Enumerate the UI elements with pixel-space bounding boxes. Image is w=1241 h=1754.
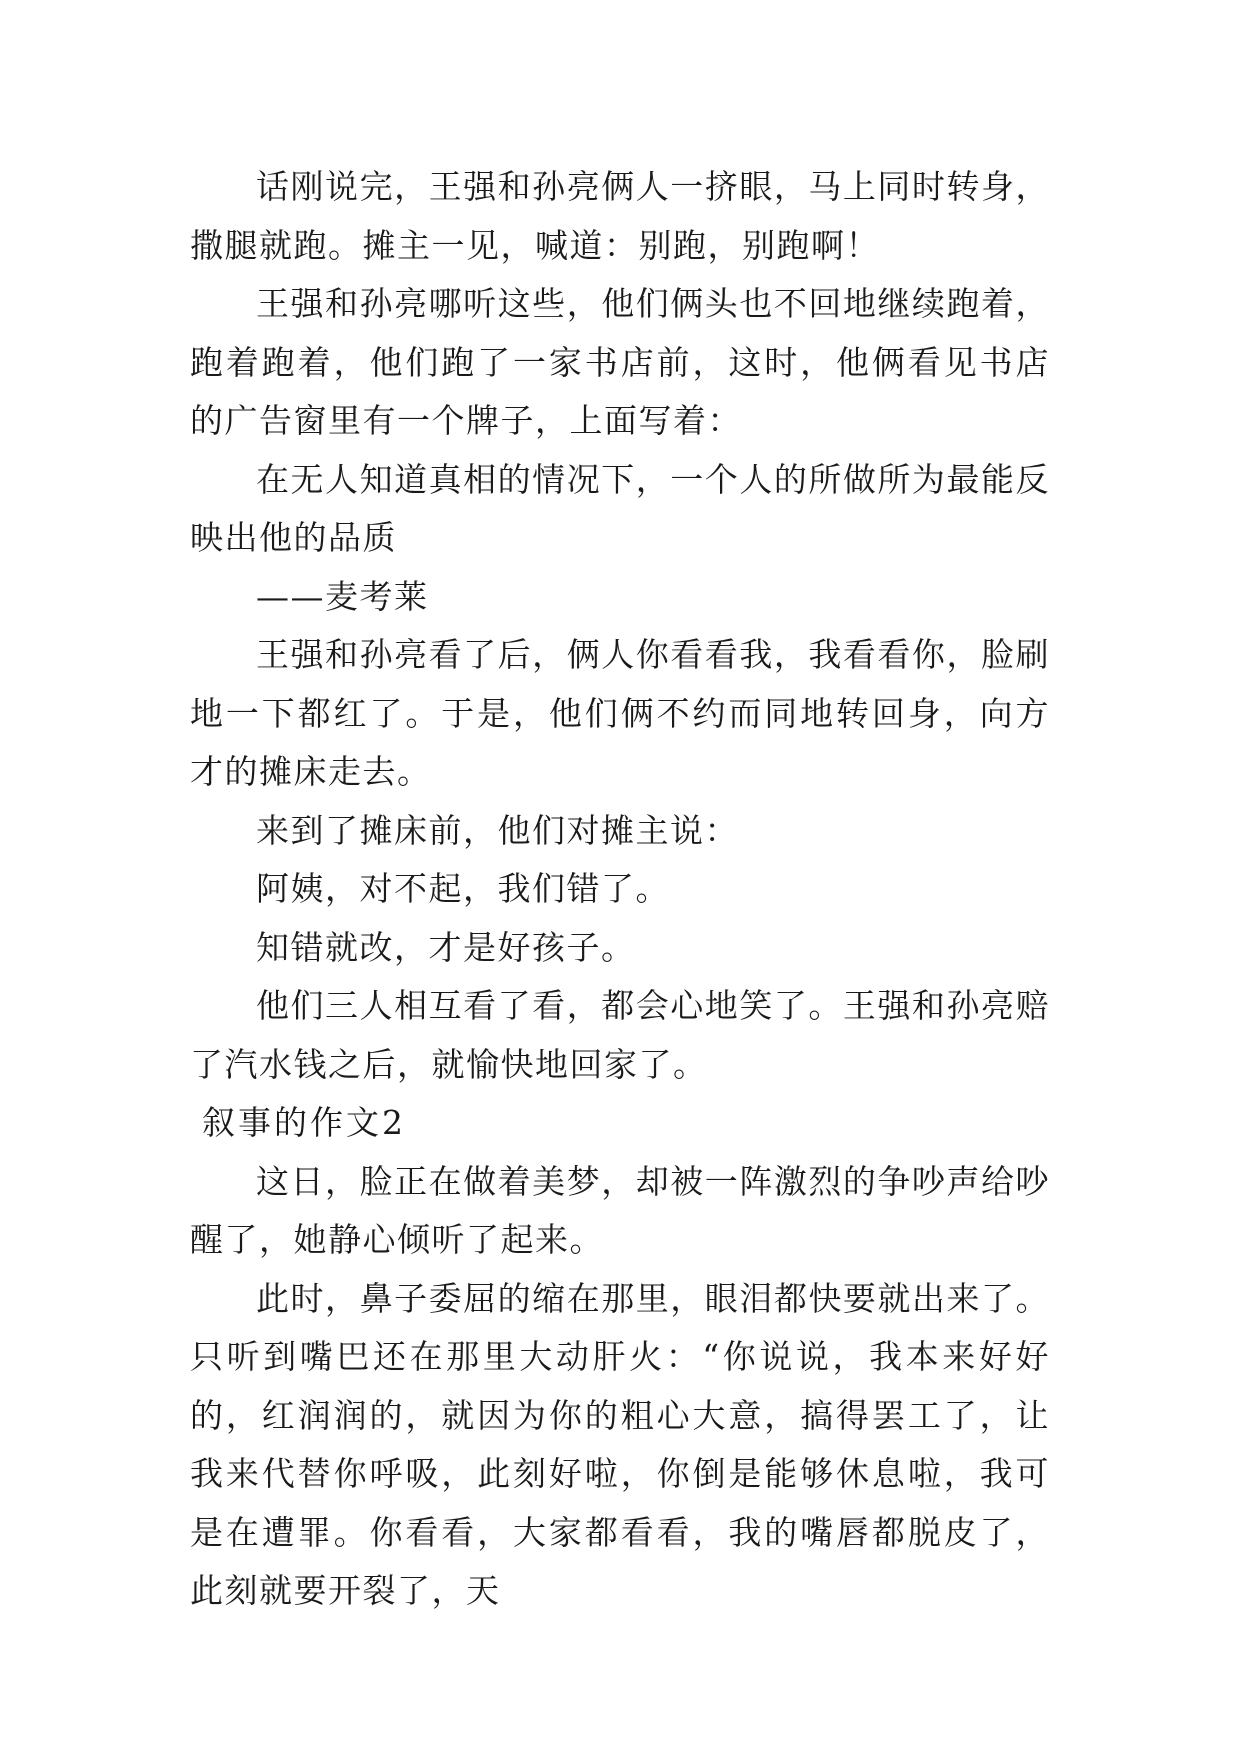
document-page	[190, 158, 1050, 1621]
paragraph-9: 这日，脸正在做着美梦，却被一阵激烈的争吵声给吵醒了，她静心倾听了起来。	[190, 1161, 1050, 1259]
paragraph-6: 阿姨，对不起，我们错了。	[256, 869, 670, 908]
paragraph-5: 来到了摊床前，他们对摊主说：	[256, 810, 739, 850]
paragraph-1: 话刚说完，王强和孙亮俩人一挤眼，马上同时转身，撒腿就跑。摊主一见，喊道：别跑，别跑啊！	[190, 167, 1050, 265]
paragraph-10: 此时，鼻子委屈的缩在那里，眼泪都快要就出来了。只听到嘴巴还在那里大动肝火：“你说说，我本来好好的，红润润的，就因为你的粗心大意，搞得罢工了，让我来代替你呼吸，此刻好啦，你倒是能够休息啦，我可是在遭罪。你看看，大家都看看，我的嘴唇都脱皮了，此刻就要开裂了，天	[190, 1278, 1050, 1610]
paragraph-4: 王强和孙亮看了后，俩人你看看我，我看看你，脸刷地一下都红了。于是，他们俩不约而同地转回身，向方才的摊床走去。	[190, 635, 1050, 791]
paragraph-attribution: ——麦考莱	[256, 576, 429, 616]
paragraph-3: 在无人知道真相的情况下，一个人的所做所为最能反映出他的品质	[190, 459, 1050, 557]
paragraph-7: 知错就改，才是好孩子。	[256, 927, 636, 967]
paragraph-2: 王强和孙亮哪听这些，他们俩头也不回地继续跑着，跑着跑着，他们跑了一家书店前，这时，他俩看见书店的广告窗里有一个牌子，上面写着：	[190, 284, 1050, 440]
paragraph-8: 他们三人相互看了看，都会心地笑了。王强和孙亮赔了汽水钱之后，就愉快地回家了。	[190, 986, 1050, 1084]
section-heading: 叙事的作文2	[202, 1103, 406, 1142]
